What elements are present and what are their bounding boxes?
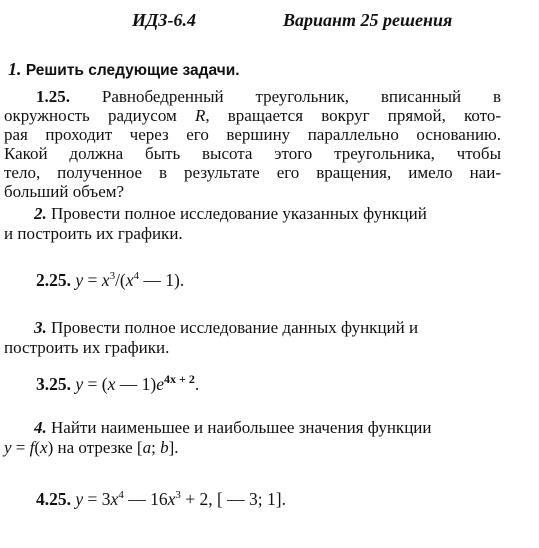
formula-4-25-expression [75,489,286,509]
task-3-line-2: построить их графики. [4,338,170,357]
exponent: 4 [118,489,124,501]
var-e: e [156,374,164,394]
exponent: 3 [175,489,181,501]
minus-coef: — 16 [123,489,168,509]
task-1-number: 1. [8,59,22,79]
problem-1-25-text-2: окружность радиусом [4,106,177,125]
task-2-heading [4,204,504,244]
task-4-text-2: на отрезке [ [53,438,143,457]
minus-one: — 1) [115,374,157,394]
var-x: x [107,374,116,394]
task-3-heading [4,318,504,358]
fraction-slash: /( [115,270,126,290]
exponent: 4x + 2 [164,372,195,386]
var-x: x [101,270,110,290]
equals-coef: = 3 [83,489,111,509]
formula-3-25-label: 3.25. [36,374,71,394]
problem-1-25-line-1 [4,87,501,106]
paren-open: ( [34,438,41,457]
exponent: 4 [133,270,140,282]
formula-tail: — 1). [139,270,185,290]
formula-2-25-expression [75,270,184,290]
formula-tail: . [194,374,200,394]
radius-symbol: R [194,106,206,125]
var-y: y [75,270,84,290]
var-a: a [142,438,152,457]
var-x: x [167,489,176,509]
formula-3-25 [36,374,539,394]
problem-1-25-number: 1.25. [36,87,70,106]
problem-1-25-line-2 [4,106,501,125]
task-2-text-1: Провести полное исследование указанных функций [51,204,427,223]
var-y: y [75,489,84,509]
header-assignment-id: ИДЗ-6.4 [132,10,196,30]
var-y: y [4,438,12,457]
formula-4-25-label: 4.25. [36,489,71,509]
problem-1-25 [4,87,501,201]
problem-1-25-line-5: тело, полученное в результате его вращения, имело наи- [4,163,501,182]
task-4-number: 4. [34,418,47,437]
exponent: 3 [109,270,116,282]
equals-open: = ( [83,374,108,394]
task-4-heading [4,418,504,458]
var-b: b [160,438,169,457]
task-2-line-1 [4,204,504,224]
var-x: x [110,489,119,509]
formula-tail: + 2, [ — 3; 1]. [180,489,286,509]
document-header [0,10,539,38]
var-x: x [40,438,48,457]
header-variant: Вариант 25 решения [283,10,453,30]
formula-4-25 [36,489,539,509]
bracket-close: ]. [168,438,179,457]
var-f: f [29,438,35,457]
problem-1-25-line-3: рая проходит через его вершину параллельно основанию. [4,125,501,144]
var-y: y [75,374,84,394]
task-4-line-1 [4,418,504,438]
task-3-text-1: Провести полное исследование данных функций и [51,318,419,337]
formula-2-25-label: 2.25. [36,270,71,290]
problem-1-25-text-1: Равнобедренный треугольник, вписанный в [101,87,501,106]
formula-2-25 [36,270,539,290]
var-x: x [125,270,134,290]
problem-1-25-text-3: , вращается вокруг прямой, кото- [205,106,502,125]
task-1-heading [8,59,539,81]
problem-1-25-line-6: больший объем? [4,182,125,201]
task-1-title: Решить следующие задачи. [25,62,240,79]
task-4-line-2 [4,438,504,458]
task-3-number: 3. [34,318,47,337]
task-2-number: 2. [34,204,47,223]
task-3-line-1 [4,318,504,338]
task-2-line-2: и построить их графики. [4,224,183,243]
equals: = [83,270,102,290]
equals: = [11,438,30,457]
problem-1-25-line-4: Какой должна быть высота этого треугольника, чтобы [4,144,501,163]
paren-close: ) [47,438,54,457]
separator: ; [151,438,161,457]
formula-3-25-expression [75,374,199,394]
task-4-text-1: Найти наименьшее и наибольшее значения функции [51,418,432,437]
